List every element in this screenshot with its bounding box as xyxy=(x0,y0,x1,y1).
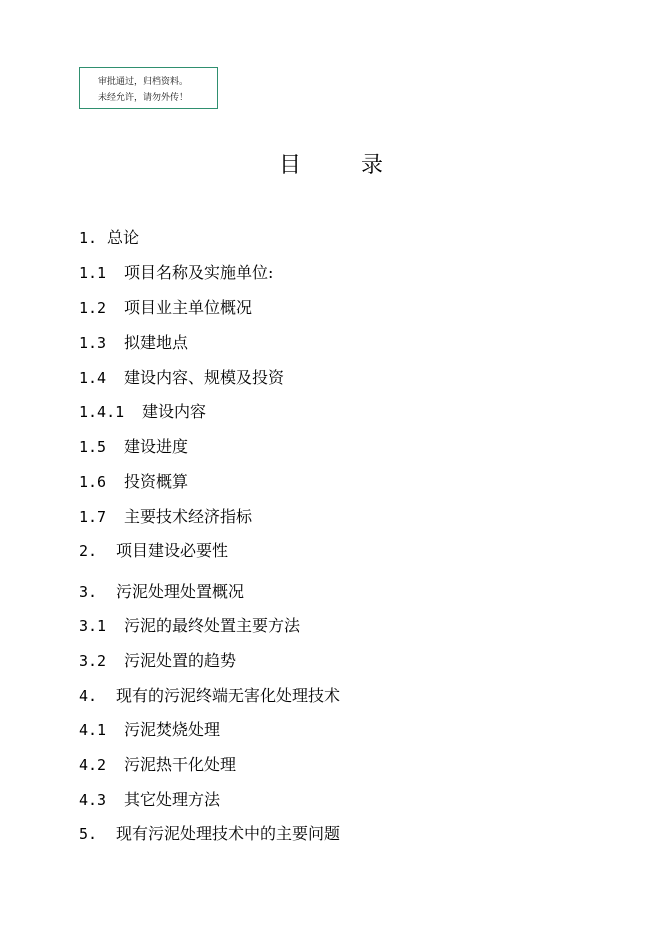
toc-item[interactable] xyxy=(79,580,244,604)
toc-item-label: 投资概算 xyxy=(124,472,189,491)
toc-item[interactable] xyxy=(79,331,188,355)
toc-item[interactable] xyxy=(79,366,284,390)
toc-item[interactable] xyxy=(79,753,236,777)
toc-item[interactable] xyxy=(79,470,188,494)
toc-item[interactable] xyxy=(79,684,340,708)
toc-item-label: 项目名称及实施单位: xyxy=(124,263,274,282)
toc-item[interactable] xyxy=(79,261,273,285)
toc-item[interactable] xyxy=(79,400,206,424)
toc-item[interactable] xyxy=(79,435,188,459)
toc-item-label: 污泥的最终处置主要方法 xyxy=(124,616,301,635)
toc-item-number: 3.2 xyxy=(79,652,107,670)
toc-item-number: 3. xyxy=(79,583,98,601)
toc-item-number: 4.2 xyxy=(79,756,107,774)
toc-item-number: 1.2 xyxy=(79,299,107,317)
stamp-line-2: 未经允许，请勿外传！ xyxy=(98,93,189,103)
toc-item-label: 现有污泥处理技术中的主要问题 xyxy=(116,824,341,843)
toc-item[interactable] xyxy=(79,649,236,673)
toc-item-label: 污泥焚烧处理 xyxy=(124,720,221,739)
approval-stamp xyxy=(79,67,218,109)
toc-item-label: 建设内容 xyxy=(142,402,207,421)
toc-item-label: 污泥热干化处理 xyxy=(124,755,237,774)
toc-item-label: 污泥处置的趋势 xyxy=(124,651,237,670)
page-title: 目录 xyxy=(278,153,443,178)
toc-item-number: 1.4.1 xyxy=(79,403,125,421)
toc-item-number: 1.1 xyxy=(79,264,107,282)
toc-item[interactable] xyxy=(79,614,300,638)
toc-item-number: 1.4 xyxy=(79,369,107,387)
toc-item[interactable] xyxy=(79,788,220,812)
toc-item-number: 4. xyxy=(79,687,98,705)
toc-item-label: 污泥处理处置概况 xyxy=(116,582,245,601)
toc-item-label: 建设进度 xyxy=(124,437,189,456)
toc-item-number: 2. xyxy=(79,542,98,560)
toc-item-number: 3.1 xyxy=(79,617,107,635)
toc-item[interactable] xyxy=(79,505,252,529)
toc-item[interactable] xyxy=(79,296,252,320)
toc-item-number: 1.6 xyxy=(79,473,107,491)
toc-item-number: 1.3 xyxy=(79,334,107,352)
toc-item-number: 4.1 xyxy=(79,721,107,739)
toc-item-number: 1.5 xyxy=(79,438,107,456)
toc-item-number: 4.3 xyxy=(79,791,107,809)
toc-item-label: 其它处理方法 xyxy=(124,790,221,809)
toc-item-number: 5. xyxy=(79,825,98,843)
toc-item-number: 1.7 xyxy=(79,508,107,526)
toc-item-label: 项目业主单位概况 xyxy=(124,298,253,317)
toc-item[interactable] xyxy=(79,718,220,742)
toc-item-label: 拟建地点 xyxy=(124,333,189,352)
toc-item-label: 项目建设必要性 xyxy=(116,541,229,560)
toc-item-number: 1. xyxy=(79,229,98,247)
toc-item[interactable] xyxy=(79,822,340,846)
toc-item[interactable] xyxy=(79,539,228,563)
toc-item-label: 总论 xyxy=(107,228,140,247)
toc-item[interactable] xyxy=(79,226,139,250)
toc-item-label: 建设内容、规模及投资 xyxy=(124,368,285,387)
stamp-line-1: 审批通过，归档资料。 xyxy=(98,77,189,87)
toc-item-label: 主要技术经济指标 xyxy=(124,507,253,526)
toc-item-label: 现有的污泥终端无害化处理技术 xyxy=(116,686,341,705)
